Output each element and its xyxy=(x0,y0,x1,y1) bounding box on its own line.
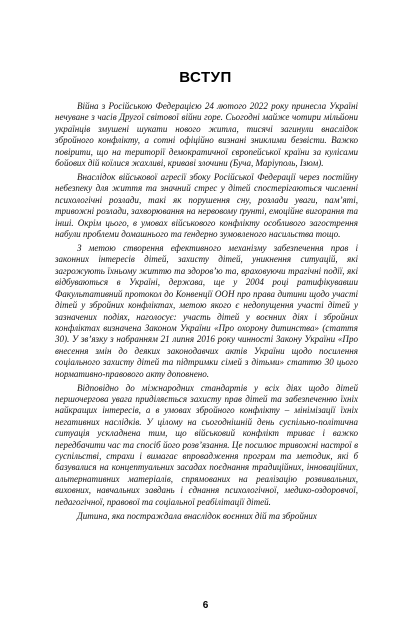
paragraph-1: Війна з Російською Федерацією 24 лютого 2022 року принесла Україні нечуване з часів Другої світової війни горе. Сьогодні майже чотири мільйони українців змушені шукати нового житла, тисячі загинули внаслідок збройного конфлікту, а сотні офіційно визнані зниклими безвісти. Важко повірити, що на території демократичної європейської країни за кулісами бойових дій коїлися жахливі, криваві злочини (Буча, Маріуполь, Ізюм). xyxy=(55,101,358,169)
section-title: ВСТУП xyxy=(179,69,232,86)
body-text xyxy=(55,101,358,525)
paragraph-3: З метою створення ефективного механізму забезпечення прав і законних інтересів дітей, захисту дітей, уникнення ситуацій, які загрожують їхньому життю та здоров’ю та, враховуючи трагічні події, які відбуваються в Україні, держава, ще у 2004 році ратифікувавши Факультативний протокол до Конвенції ООН про права дитини щодо участі дітей у збройних конфліктах, метою якого є недопущення участі дітей у зазначених подіях, наголосує: участь дітей у воєнних діях і збройних конфліктах визначена Законом України «Про охорону дитинства» (стаття 30). У зв’язку з набранням 21 липня 2016 року чинності Закону України «Про внесення змін до деяких законодавчих актів України щодо посилення соціального захисту дітей та підтримки сімей з дітьми» статтю 30 цього нормативно-правового акту доповнено. xyxy=(55,243,358,379)
paragraph-2: Внаслідок військової агресії збоку Російської Федерації через постійну небезпеку для життя та значний стрес у дітей спостерігаються численні психологічні розлади, такі як порушення сну, розлади уваги, пам’яті, тривожні розлади, захворювання на нервовому ґрунті, емоційне вигорання та інші. Окрім цього, в умовах військового конфлікту особливого загострення набули проблеми домашнього та ґендерно зумовленого насильства тощо. xyxy=(55,172,358,240)
paragraph-4: Відповідно до міжнародних стандартів у всіх діях щодо дітей першочергова увага приділяється захисту прав дітей та забезпеченню їхніх найкращих інтересів, а в умовах збройного конфлікту – мінімізації їхніх негативних наслідків. У цілому на сьогоднішній день суспільно-політична ситуація ускладнена тим, що військовий конфлікт триває і важко передбачити час та спосіб його розв’язання. Це посилює тривожні настрої в суспільстві, страхи і вимагає впровадження програм та методик, які б базувалися на концептуальних засадах поєднання традиційних, інноваційних, альтернативних матеріалів, спрямованих на реалізацію розвивальних, виховних, навчальних завдань і єднання психологічної, медико-оздоровчої, педагогічної, правової та соціальної реабілітації дітей. xyxy=(55,382,358,507)
paragraph-5: Дитина, яка постраждала внаслідок воєнних дій та збройних xyxy=(77,510,317,521)
page-number: 6 xyxy=(202,600,209,611)
